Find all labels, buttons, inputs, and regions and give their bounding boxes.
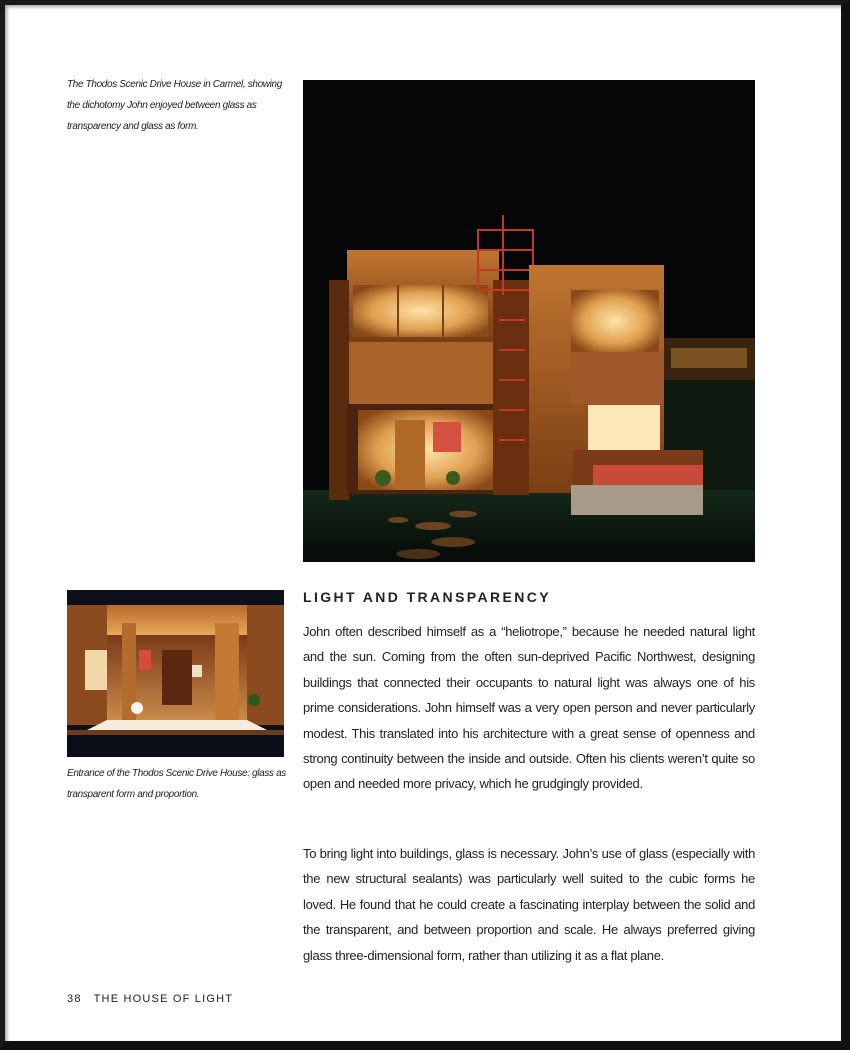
book-title: THE HOUSE OF LIGHT (93, 993, 234, 1005)
photo-scenic-drive-house-night (303, 80, 755, 562)
page-number: 38 (67, 993, 82, 1005)
photo-entrance-glass (67, 590, 284, 757)
caption-entrance-photo: Entrance of the Thodos Scenic Drive House: glass as transparent form and proportion. (67, 768, 286, 800)
page-footer (67, 993, 233, 1005)
body-paragraph-2: To bring light into buildings, glass is necessary. John’s use of glass (especially with the new structural sealants) was particularly well suited to the cubic forms he loved. He found that he could create a fascinating interplay between the solid and the transparent, and between proportion and scale. He always preferred giving glass three-dimensional form, rather than utilizing it as a flat plane. (303, 846, 755, 963)
section-heading: LIGHT AND TRANSPARENCY (303, 589, 552, 605)
caption-main-photo: The Thodos Scenic Drive House in Carmel, showing the dichotomy John enjoyed between glass as transparency and glass as form. (67, 79, 282, 132)
body-paragraph-1: John often described himself as a “heliotrope,” because he needed natural light and the sun. Coming from the often sun-deprived Pacific Northwest, designing buildings that connected their occupants to natural light was always one of his prime considerations. John himself was a very open person and never particularly modest. This translated into his architecture with a great sense of openness and strong continuity between the inside and outside. Often his clients weren’t quite so open and needed more privacy, which he grudgingly provided. (303, 624, 755, 792)
